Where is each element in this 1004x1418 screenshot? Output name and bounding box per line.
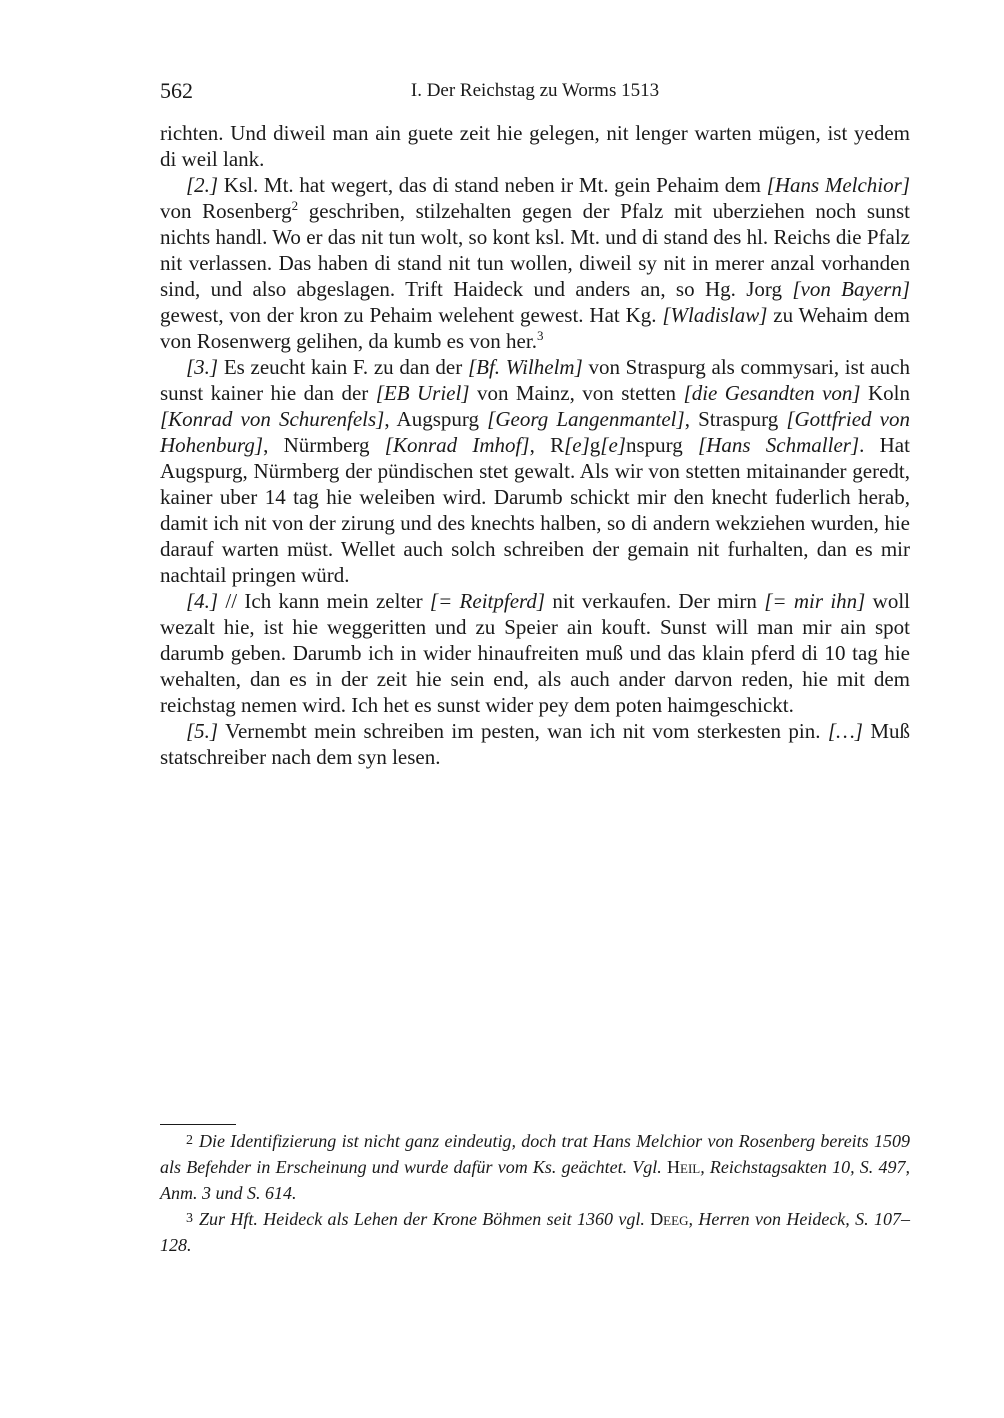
paragraph-3: [3.] Es zeucht kain F. zu dan der [Bf. Wilhelm] von Straspurg als commysari, ist auch sunst kainer hie dan der [EB Uriel] von Mainz, von stetten [die Gesandten von] Koln [Konrad von Schurenfels], Augspurg [Georg Langenmantel], Straspurg [Gottfried von Hohenburg], Nürmberg [Konrad Imhof], R[e]g[e]nspurg [Hans Schmaller]. Hat Augspurg, Nürmberg der pündischen stet gewalt. Als wir von stetten mitainander geredt, kainer uber 14 tag hie weleiben wird. Darumb schickt mir den knecht fuderlich herab, damit ich nit von der zirung und des knechts halben, so di andern wekziehen wurden, hie darauf warten müst. Wellet auch solch schreiben der gemain nit furhalten, dan es mir nachtail pringen würd. [160,355,911,587]
footnote-reference[interactable]: 2 [291,198,299,213]
section-number: [3.] [186,355,219,379]
footnotes [160,1128,910,1258]
editorial-insertion: [Konrad von Schurenfels] [160,407,385,431]
footnote-number: 2 [186,1133,193,1148]
editorial-insertion: [Georg Langenmantel] [487,407,685,431]
editorial-insertion: […] [827,719,863,743]
footnote-2: 2 Die Identifizierung ist nicht ganz eindeutig, doch trat Hans Melchior von Rosenberg bereits 1509 als Befehder in Erscheinung und wurde dafür vom Ks. geächtet. Vgl. Heil, Reichstagsakten 10, S. 497, Anm. 3 und S. 614. [160,1131,910,1203]
editorial-insertion: [Hans Schmaller] [698,433,860,457]
editorial-insertion: [Konrad Imhof] [384,433,530,457]
footnote-reference[interactable]: 3 [536,328,544,343]
editorial-insertion: [Wladislaw] [662,303,768,327]
editorial-insertion: [Bf. Wilhelm] [467,355,583,379]
paragraph-1: richten. Und diweil man ain guete zeit hie gelegen, nit lenger warten mügen, ist yedem di weil lank. [160,121,910,171]
paragraph-4: [4.] // Ich kann mein zelter [= Reitpferd] nit verkaufen. Der mirn [= mir ihn] woll wezalt hie, ist hie weggeritten und zu Speier ain kouft. Sunst will man mir ain spot darumb geben. Darumb ich in wider hinaufreiten muß und das klain pferd di 10 tag hie wehalten, dan es in der zeit hie sein end, als auch ander darvon reden, hie mit dem reichstag nemen wird. Ich het es sunst wider pey dem poten haimgeschickt. [160,589,910,717]
editorial-insertion: [e] [600,433,626,457]
section-number: [2.] [186,173,219,197]
editorial-insertion: [Gottfried von Hohenburg] [160,407,910,457]
editorial-insertion: [e] [564,433,590,457]
paragraph-2: [2.] Ksl. Mt. hat wegert, das di stand neben ir Mt. gein Pehaim dem [Hans Melchior] von Rosenberg$^2$ geschriben, stilzehalten gegen der Pfalz mit uberziehen noch sunst nichts handl. Wo er das nit tun wolt, so kont ksl. Mt. und di stand des hl. Reichs die Pfalz nit verlassen. Das haben di stand nit tun wollen, diweil sy nit in merer anzal vorhanden sind, und also abgeslagen. Trift Haideck und anders an, so Hg. Jorg [von Bayern] gewest, von der kron zu Pehaim welehent gewest. Hat Kg. [Wladislaw] zu Wehaim dem von Rosenwerg gelihen, da kumb es von her.$^3$ [160,173,911,353]
running-head [160,78,910,108]
editorial-insertion: [EB Uriel] [375,381,470,405]
editorial-insertion: [= Reitpferd] [429,589,546,613]
paragraph-5: [5.] Vernembt mein schreiben im pesten, wan ich nit vom sterkesten pin. […] Muß statschreiber nach dem syn lesen. [160,719,910,769]
section-number: [4.] [186,589,219,613]
editorial-insertion: [= mir ihn] [764,589,866,613]
footnote-3: 3 Zur Hft. Heideck als Lehen der Krone Böhmen seit 1360 vgl. Deeg, Herren von Heideck, S. 107–128. [160,1209,911,1255]
footnote-divider [160,1124,236,1125]
editorial-insertion: [von Bayern] [792,277,910,301]
editorial-insertion: [die Gesandten von] [683,381,861,405]
page-number: 562 [160,78,193,103]
author-name: Deeg [650,1209,689,1229]
editorial-insertion: [Hans Melchior] [766,173,910,197]
section-number: [5.] [186,719,219,743]
author-name: Heil [667,1157,701,1177]
footnote-number: 3 [186,1211,193,1226]
running-title: I. Der Reichstag zu Worms 1513 [410,80,660,101]
body-text [160,120,910,770]
